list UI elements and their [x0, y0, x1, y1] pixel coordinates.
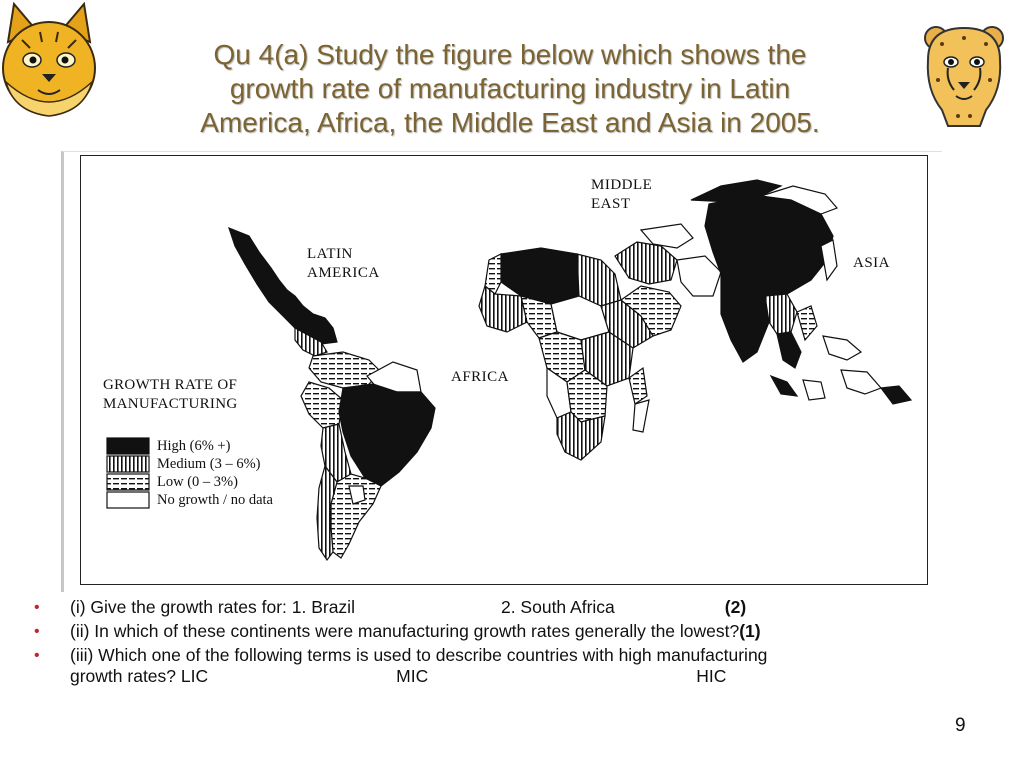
title-line-2: growth rate of manufacturing industry in Latin: [229, 73, 791, 104]
bullet-icon: •: [34, 599, 40, 616]
question-ii: • (ii) In which of these continents were manufacturing growth rates generally the lowest?(1): [34, 621, 761, 641]
page-number: 9: [955, 715, 966, 736]
legend-item-high: High (6% +): [157, 438, 231, 454]
legend-title: GROWTH RATE OF MANUFACTURING: [103, 377, 238, 412]
title-line-1: Qu 4(a) Study the figure below which shows the: [213, 39, 807, 70]
question-i: • (i) Give the growth rates for: 1. Brazil 2. South Africa (2): [34, 597, 747, 617]
asia-shape: [691, 180, 911, 404]
legend-item-no-growth: No growth / no data: [157, 492, 273, 508]
question-i-mark: (2): [724, 597, 747, 617]
option-mic: MIC: [396, 666, 429, 686]
africa-shape: [479, 248, 653, 460]
growth-rate-map: [80, 155, 928, 585]
cheetah-head-icon: [918, 20, 1010, 128]
label-asia: ASIA: [853, 255, 891, 271]
bullet-icon: •: [34, 623, 40, 640]
title-line-3: America, Africa, the Middle East and Asia in 2005.: [200, 107, 820, 138]
question-list: [30, 597, 1000, 690]
bullet-icon: •: [34, 647, 40, 664]
label-africa: AFRICA: [451, 369, 510, 385]
bobcat-head-icon: [0, 2, 98, 118]
label-middle-east: MIDDLE EAST: [591, 177, 653, 212]
option-hic: HIC: [696, 666, 727, 686]
question-ii-mark: (1): [739, 621, 761, 641]
label-latin-america: LATIN AMERICA: [307, 246, 380, 281]
legend-swatches: [107, 438, 149, 508]
slide-title: [110, 38, 910, 140]
legend-item-medium: Medium (3 – 6%): [157, 456, 261, 472]
question-iii: • (iii) Which one of the following terms is used to describe countries with high manufacturing growth rates? LIC MIC HIC: [34, 645, 768, 686]
legend-item-low: Low (0 – 3%): [157, 474, 238, 490]
